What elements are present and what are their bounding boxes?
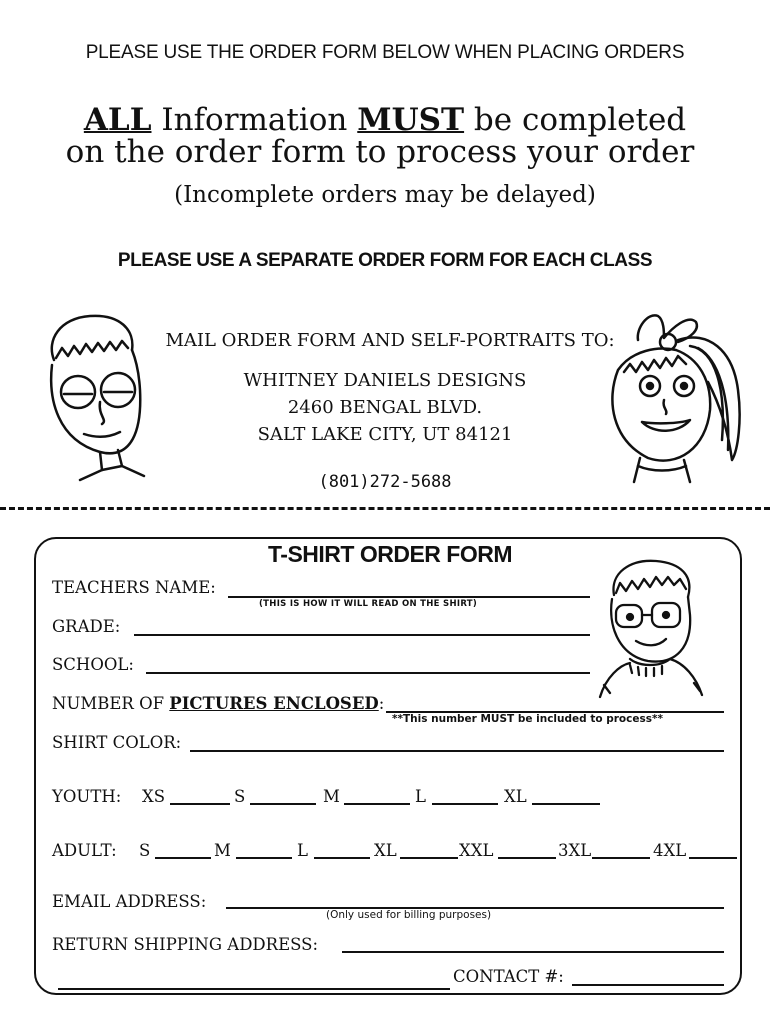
adult-size-m-label: M	[214, 841, 231, 860]
grade-field[interactable]	[134, 634, 590, 636]
teachers-name-label: TEACHERS NAME:	[52, 578, 216, 597]
adult-size-xl-field[interactable]	[400, 857, 458, 859]
form-title: T-SHIRT ORDER FORM	[268, 541, 512, 567]
school-field[interactable]	[146, 672, 590, 674]
adult-size-xxl-label: XXL	[459, 841, 494, 860]
required-info-heading	[0, 104, 770, 137]
adult-size-4xl-label: 4XL	[653, 841, 687, 860]
youth-size-s-field[interactable]	[250, 803, 316, 805]
shirt-color-label: SHIRT COLOR:	[52, 733, 182, 752]
adult-size-s-label: S	[139, 841, 151, 860]
incomplete-note: (Incomplete orders may be delayed)	[174, 182, 596, 208]
pictures-label-emphasis: PICTURES ENCLOSED	[169, 694, 379, 713]
all-emphasis: ALL	[83, 102, 152, 138]
return-shipping-field[interactable]	[342, 951, 724, 953]
adult-label: ADULT:	[52, 841, 117, 860]
teachers-name-field[interactable]	[228, 596, 590, 598]
email-note: (Only used for billing purposes)	[326, 909, 492, 921]
pictures-label-prefix: NUMBER OF	[52, 694, 170, 713]
company-name: WHITNEY DANIELS DESIGNS	[243, 370, 527, 391]
girl-portrait-drawing	[598, 310, 748, 490]
return-shipping-field-line2[interactable]	[58, 988, 450, 990]
shirt-color-field[interactable]	[190, 750, 724, 752]
adult-size-m-field[interactable]	[236, 857, 292, 859]
adult-size-3xl-field[interactable]	[592, 857, 650, 859]
cut-line	[0, 507, 770, 510]
separate-form-note: PLEASE USE A SEPARATE ORDER FORM FOR EACH CLASS	[117, 250, 653, 271]
adult-size-l-field[interactable]	[314, 857, 370, 859]
adult-size-l-label: L	[297, 841, 308, 860]
youth-size-m-label: M	[323, 787, 340, 806]
youth-size-xs-field[interactable]	[170, 803, 230, 805]
school-label: SCHOOL:	[52, 655, 134, 674]
grade-label: GRADE:	[52, 617, 121, 636]
street-address: 2460 BENGAL BLVD.	[287, 397, 483, 418]
information-word: Information	[151, 102, 358, 138]
contact-field[interactable]	[572, 984, 724, 986]
youth-size-l-label: L	[415, 787, 426, 806]
youth-size-xl-label: XL	[504, 787, 527, 806]
youth-size-xl-field[interactable]	[532, 803, 600, 805]
email-label: EMAIL ADDRESS:	[52, 892, 207, 911]
adult-size-s-field[interactable]	[155, 857, 211, 859]
boy-portrait-drawing	[40, 310, 155, 490]
mail-to-heading: MAIL ORDER FORM AND SELF-PORTRAITS TO:	[165, 330, 615, 351]
adult-size-xl-label: XL	[374, 841, 397, 860]
adult-size-4xl-field[interactable]	[689, 857, 737, 859]
must-emphasis: MUST	[357, 102, 465, 138]
top-instruction: PLEASE USE THE ORDER FORM BELOW WHEN PLACING ORDERS	[85, 42, 685, 63]
required-info-line2: on the order form to process your order	[65, 134, 695, 170]
adult-size-3xl-label: 3XL	[558, 841, 592, 860]
contact-label: CONTACT #:	[453, 967, 564, 986]
phone-number: (801)272-5688	[318, 472, 452, 492]
be-completed-text: be completed	[464, 102, 687, 138]
city-state-zip: SALT LAKE CITY, UT 84121	[257, 424, 513, 445]
pictures-note: **This number MUST be included to process**	[392, 713, 663, 725]
return-shipping-label: RETURN SHIPPING ADDRESS:	[52, 935, 318, 954]
youth-size-m-field[interactable]	[344, 803, 410, 805]
teachers-name-note: (THIS IS HOW IT WILL READ ON THE SHIRT)	[259, 599, 478, 609]
youth-size-s-label: S	[234, 787, 246, 806]
student-portrait-drawing	[596, 555, 706, 705]
adult-size-xxl-field[interactable]	[498, 857, 556, 859]
pictures-enclosed-label	[52, 694, 384, 713]
youth-label: YOUTH:	[52, 787, 122, 806]
pictures-label-colon: :	[378, 694, 385, 713]
youth-size-l-field[interactable]	[432, 803, 498, 805]
youth-size-xs-label: XS	[142, 787, 166, 806]
